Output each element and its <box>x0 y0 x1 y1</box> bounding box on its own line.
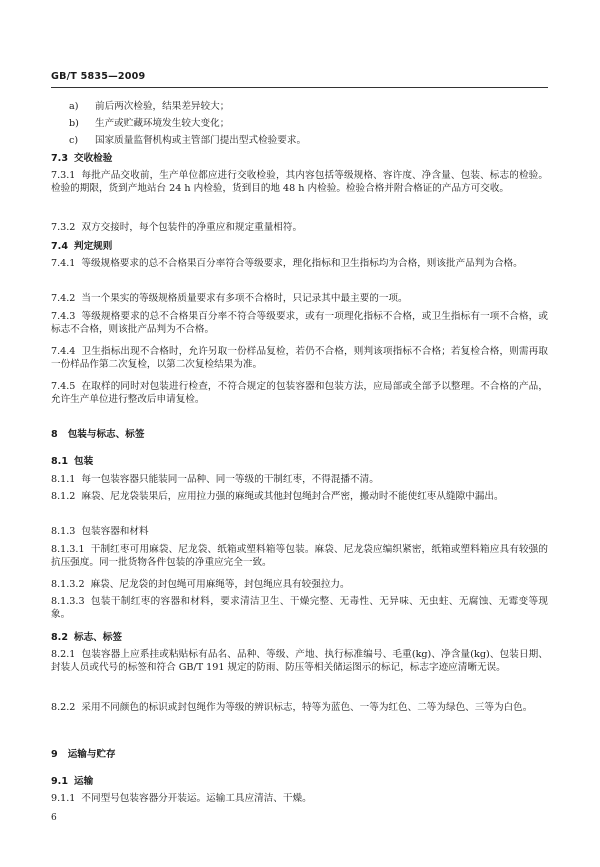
section-9-1-heading: 9.1 运输 <box>51 776 94 787</box>
page-number: 6 <box>51 813 57 823</box>
paragraph-8-1-3-2: 8.1.3.2 麻袋、尼龙袋的封包绳可用麻绳等，封包绳应具有较强拉力。 <box>51 579 350 590</box>
list-item-a: a) 前后两次检验，结果差异较大； <box>69 101 230 112</box>
paragraph-7-4-2: 7.4.2 当一个果实的等级规格质量要求有多项不合格时，只记录其中最主要的一项。 <box>51 293 408 304</box>
paragraph-7-3-1: 7.3.1 每批产品交收前，生产单位都应进行交收检验，其内容包括等级规格、容许度、净含量、包装、标志的检验。检验的期限，货到产地站台 24 h 内检验，货到目的地 48 h 内检验。检验合格并附合格证的产品方可交收。 <box>51 170 548 194</box>
paragraph-8-1-1: 8.1.1 每一包装容器只能装同一品种、同一等级的干制红枣，不得混播不清。 <box>51 474 379 485</box>
paragraph-8-2-2: 8.2.2 采用不同颜色的标识或封包绳作为等级的辨识标志，特等为蓝色、一等为红色、二等为绿色、三等为白色。 <box>51 702 533 713</box>
list-item-b: b) 生产或贮藏环境发生较大变化； <box>69 118 230 129</box>
paragraph-8-1-3-1: 8.1.3.1 干制红枣可用麻袋、尼龙袋、纸箱或塑料箱等包装。麻袋、尼龙袋应编织紧密，纸箱或塑料箱应具有较强的抗压强度。同一批货物各件包装的净重应完全一致。 <box>51 544 548 568</box>
section-8-heading: 8 包装与标志、标签 <box>51 429 145 440</box>
section-8-1-3-heading: 8.1.3 包装容器和材料 <box>51 526 149 537</box>
paragraph-9-1-1: 9.1.1 不同型号包装容器分开装运。运输工具应清洁、干燥。 <box>51 793 312 804</box>
paragraph-8-1-2: 8.1.2 麻袋、尼龙袋装果后，应用拉力强的麻绳或其他封包绳封合严密，搬动时不能使红枣从缝隙中漏出。 <box>51 491 504 502</box>
section-7-4-heading: 7.4 判定规则 <box>51 241 113 252</box>
paragraph-8-2-1: 8.2.1 包装容器上应系挂或粘贴标有品名、品种、等级、产地、执行标准编号、毛重(kg)、净含量(kg)、包装日期、封装人员或代号的标签和符合 GB/T 191 规定的防雨、防压等相关储运图示的标记，标志字迹应清晰无误。 <box>51 649 548 673</box>
section-8-2-heading: 8.2 标志、标签 <box>51 632 122 643</box>
section-7-3-heading: 7.3 交收检验 <box>51 153 113 164</box>
header-rule <box>51 87 548 88</box>
paragraph-7-3-2: 7.3.2 双方交接时，每个包装件的净重应和规定重量相符。 <box>51 222 303 233</box>
paragraph-8-1-3-3: 8.1.3.3 包装干制红枣的容器和材料，要求清洁卫生、干燥完整、无毒性、无异味、无虫蛀、无腐蚀、无霉变等现象。 <box>51 596 548 620</box>
paragraph-7-4-3: 7.4.3 等级规格要求的总不合格果百分率不符合等级要求，或有一项理化指标不合格，或卫生指标有一项不合格，或标志不合格，则该批产品判为不合格。 <box>51 311 548 335</box>
list-item-c: c) 国家质量监督机构或主管部门提出型式检验要求。 <box>69 135 307 146</box>
paragraph-7-4-1: 7.4.1 等级规格要求的总不合格果百分率符合等级要求，理化指标和卫生指标均为合格，则该批产品判为合格。 <box>51 258 523 269</box>
paragraph-7-4-4: 7.4.4 卫生指标出现不合格时，允许另取一份样品复检，若仍不合格，则判该项指标不合格；若复检合格，则需再取一份样品作第二次复检，以第二次复检结果为准。 <box>51 346 548 370</box>
standard-number-header: GB/T 5835—2009 <box>51 71 146 82</box>
paragraph-7-4-5: 7.4.5 在取样的同时对包装进行检查，不符合规定的包装容器和包装方法，应局部或全部予以整理。不合格的产品，允许生产单位进行整改后申请复检。 <box>51 381 548 405</box>
section-9-heading: 9 运输与贮存 <box>51 749 116 760</box>
section-8-1-heading: 8.1 包装 <box>51 456 94 467</box>
